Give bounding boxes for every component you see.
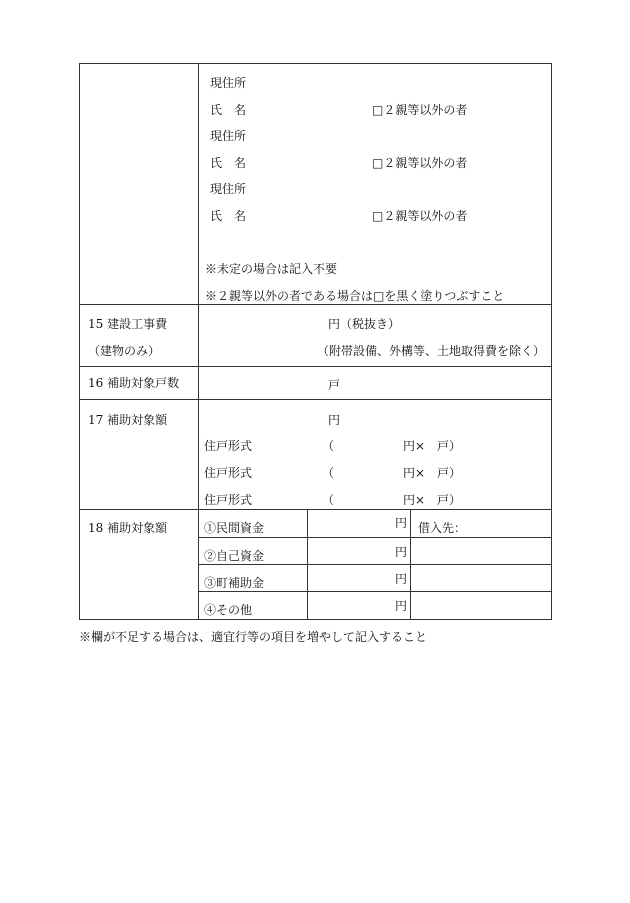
row-divider	[80, 366, 551, 367]
row-divider	[80, 399, 551, 400]
funding-item-own: ②自己資金	[204, 549, 265, 563]
application-form-table	[79, 63, 552, 620]
column-divider	[198, 64, 199, 619]
open-paren: （	[322, 439, 335, 453]
undecided-note: ※未定の場合は記入不要	[205, 262, 338, 276]
unit-calc: 円× 戸）	[403, 493, 462, 507]
unit-calc: 円× 戸）	[403, 466, 462, 480]
name-label: 氏 名	[210, 156, 247, 170]
funding-yen: 円	[395, 572, 408, 586]
row-divider	[80, 509, 551, 510]
row-divider	[198, 537, 551, 538]
address-label: 現住所	[210, 129, 247, 143]
name-label: 氏 名	[210, 103, 247, 117]
relative-checkbox[interactable]: □２親等以外の者	[372, 209, 468, 223]
construction-cost-label: 15 建設工事費	[88, 317, 168, 331]
construction-cost-unit: 円（税抜き）	[328, 317, 401, 331]
units-count-unit: 戸	[328, 378, 341, 392]
name-label: 氏 名	[210, 209, 247, 223]
subsidy-amount-label: 17 補助対象額	[88, 413, 168, 427]
funding-item-town: ③町補助金	[204, 576, 265, 590]
address-label: 現住所	[210, 182, 247, 196]
row-divider	[198, 591, 551, 592]
construction-cost-sublabel: （建物のみ）	[88, 344, 161, 358]
row-divider	[80, 304, 551, 305]
funding-label: 18 補助対象額	[88, 521, 168, 535]
open-paren: （	[322, 466, 335, 480]
units-count-label: 16 補助対象戸数	[88, 376, 180, 390]
housing-type-label: 住戸形式	[204, 466, 253, 480]
housing-type-label: 住戸形式	[204, 439, 253, 453]
unit-calc: 円× 戸）	[403, 439, 462, 453]
relative-checkbox[interactable]: □２親等以外の者	[372, 156, 468, 170]
housing-type-label: 住戸形式	[204, 493, 253, 507]
column-divider	[410, 509, 411, 619]
subsidy-amount-unit: 円	[328, 413, 341, 427]
funding-yen: 円	[395, 545, 408, 559]
funding-yen: 円	[395, 516, 408, 530]
checkbox-note: ※２親等以外の者である場合は□を黒く塗りつぶすこと	[205, 289, 505, 303]
funding-item-other: ④その他	[204, 603, 253, 617]
footer-note: ※欄が不足する場合は、適宜行等の項目を増やして記入すること	[79, 630, 428, 644]
lender-label: 借入先：	[418, 521, 467, 535]
construction-cost-note: （附帯設備、外構等、土地取得費を除く）	[317, 344, 546, 358]
relative-checkbox[interactable]: □２親等以外の者	[372, 103, 468, 117]
row-divider	[198, 564, 551, 565]
funding-yen: 円	[395, 599, 408, 613]
open-paren: （	[322, 493, 335, 507]
column-divider	[307, 509, 308, 619]
address-label: 現住所	[210, 76, 247, 90]
funding-item-private: ①民間資金	[204, 521, 265, 535]
